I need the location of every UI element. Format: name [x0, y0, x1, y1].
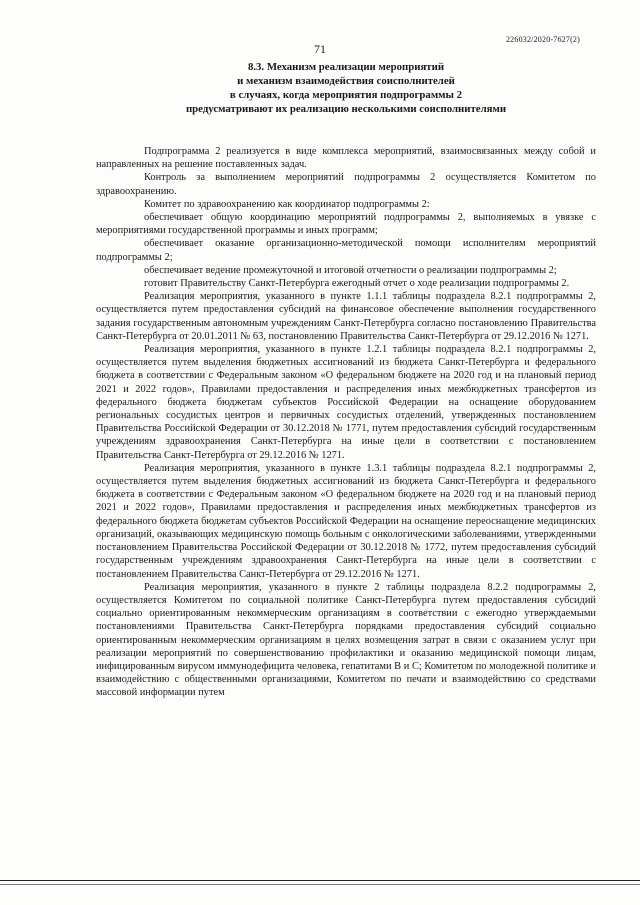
paragraph: обеспечивает ведение промежуточной и итоговой отчетности о реализации подпрограммы 2;	[144, 264, 557, 276]
page-number: 71	[314, 42, 326, 56]
paragraph: Реализация мероприятия, указанного в пункте 2 таблицы подраздела 8.2.2 подпрограммы 2, осуществляется Комитетом по социальной политике Санкт-Петербурга путем предоставления субсидий социально ориентированным некоммерческим организациям в соответствии с ежегодно утверждаемыми постановлениями Правительства Санкт-Петербурга порядками предоставления субсидий социально ориентированным некоммерческим организациям в целях возмещения затрат в связи с оказанием услуг при реализации мероприятий по совершенствованию профилактики и оказанию медицинской помощи лицам, инфицированным вирусом иммунодефицита человека, гепатитами В и С; Комитетом по молодежной политике и взаимодействию с общественными организациями, Комитетом по печати и взаимодействию со средствами массовой информации путем	[96, 581, 596, 699]
heading-line: предусматривают их реализацию несколькими соисполнителями	[185, 103, 507, 115]
paragraph: Комитет по здравоохранению как координатор подпрограммы 2:	[144, 198, 430, 210]
heading-line: 8.3. Механизм реализации мероприятий	[247, 61, 445, 73]
heading-line: и механизм взаимодействия соисполнителей	[237, 75, 455, 87]
paragraph: обеспечивает оказание организационно-методической помощи исполнителям мероприятий подпрограммы 2;	[96, 238, 596, 263]
paragraph: обеспечивает общую координацию мероприятий подпрограммы 2, выполняемых в увязке с мероприятиями государственной программы и иных программ;	[96, 212, 596, 237]
paragraph: Подпрограмма 2 реализуется в виде комплекса мероприятий, взаимосвязанных между собой и направленных на решение поставленных задач.	[96, 146, 596, 171]
document-number: 226032/2020-7627(2)	[505, 35, 580, 44]
paragraph: Реализация мероприятия, указанного в пункте 1.1.1 таблицы подраздела 8.2.1 подпрограммы 2, осуществляется путем предоставления субсидий на финансовое обеспечение выполнения государственного задания государственным автономным учреждениям Санкт-Петербурга согласно постановлению Правительства Санкт-Петербурга от 20.01.2011 № 63, постановлению Правительства Санкт-Петербурга от 29.12.2016 № 1271.	[96, 291, 596, 342]
paragraph: готовит Правительству Санкт-Петербурга ежегодный отчет о ходе реализации подпрограммы 2.	[144, 278, 570, 290]
paragraph: Реализация мероприятия, указанного в пункте 1.3.1 таблицы подраздела 8.2.1 подпрограммы 2, осуществляется путем выделения бюджетных ассигнований из бюджета Санкт-Петербурга и федерального бюджета в соответствии с Федеральным законом «О федеральном бюджете на 2020 год и на плановый период 2021 и 2022 годов», Правилами предоставления и распределения иных межбюджетных трансфертов из федерального бюджета бюджетам субъектов Российской Федерации на оснащение переоснащение медицинских организаций, оказывающих медицинскую помощь больным с онкологическими заболеваниями, утвержденными постановлением Правительства Российской Федерации от 30.12.2018 № 1772, путем предоставления субсидий государственным учреждениям здравоохранения Санкт-Петербурга на иные цели в соответствии с постановлением Правительства Санкт-Петербурга от 29.12.2016 № 1271.	[96, 462, 596, 580]
scan-edge-line	[0, 880, 640, 881]
document-body	[96, 145, 596, 700]
paragraph: Реализация мероприятия, указанного в пункте 1.2.1 таблицы подраздела 8.2.1 подпрограммы 2, осуществляется путем выделения бюджетных ассигнований из бюджета Санкт-Петербурга и федерального бюджета в соответствии с Федеральным законом «О федеральном бюджете на 2020 год и на плановый период 2021 и 2022 годов», Правилами предоставления и распределения иных межбюджетных трансфертов из федерального бюджета бюджетам субъектов Российской Федерации на оснащение оборудованием региональных сосудистых центров и первичных сосудистых отделений, утвержденных постановлением Правительства Российской Федерации от 30.12.2018 № 1771, путем предоставления субсидий государственным учреждениям здравоохранения Санкт-Петербурга на иные цели в соответствии с постановлением Правительства Санкт-Петербурга от 29.12.2016 № 1271.	[96, 344, 596, 461]
paragraph: Контроль за выполнением мероприятий подпрограммы 2 осуществляется Комитетом по здравоохранению.	[96, 172, 596, 197]
scan-edge-line	[0, 884, 640, 885]
section-heading	[96, 60, 596, 116]
heading-line: в случаях, когда мероприятия подпрограммы 2	[229, 89, 463, 101]
